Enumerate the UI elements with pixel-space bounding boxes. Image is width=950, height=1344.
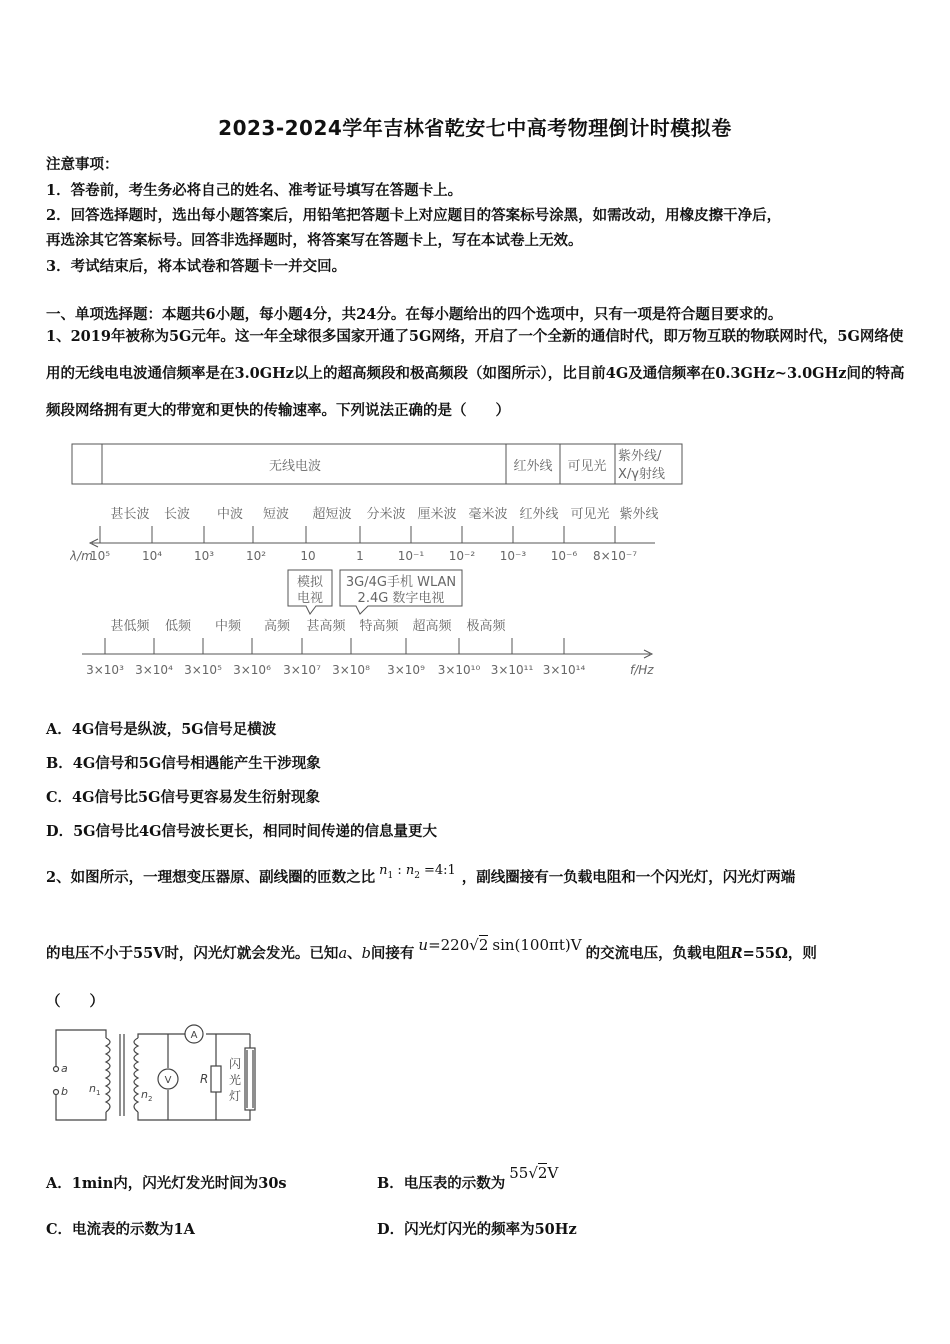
- resistor-label: R: [200, 1072, 209, 1086]
- band-label: 长波: [163, 507, 191, 522]
- notice-item-2-cont: 再选涂其它答案标号。回答非选择题时，将答案写在答题卡上，写在本试卷上无效。: [46, 232, 583, 249]
- q2-option-d: D．闪光灯闪光的频率为50Hz: [377, 1221, 577, 1238]
- secondary-wire-bottom: [138, 1110, 250, 1120]
- primary-wire-bottom: [56, 1095, 106, 1120]
- q2-ratio-n1: n: [379, 863, 388, 878]
- freq-axis-label: f/Hz: [630, 663, 654, 677]
- q2-stem-b: ，副线圈接有一负载电阻和一个闪光灯，闪光灯两端: [461, 869, 796, 886]
- notice-item-1: 1．答卷前，考生务必将自己的姓名、准考证号填写在答题卡上。: [46, 182, 463, 199]
- eq-unit: V: [570, 936, 582, 954]
- q2-stem-f: =55Ω，则: [742, 945, 817, 962]
- eq-sin: sin: [492, 936, 515, 954]
- band-label: 短波: [262, 507, 290, 522]
- secondary-coil: [134, 1038, 138, 1112]
- q1-option-d: D．5G信号比4G信号波长更长，相同时间传递的信息量更大: [46, 823, 438, 840]
- lambda-tick: 10⁻⁶: [550, 549, 578, 563]
- circuit-figure: [44, 1020, 284, 1128]
- q2-var-a: a: [338, 946, 348, 962]
- bar-uv-label: 紫外线/: [618, 449, 662, 464]
- eq-u: u: [418, 936, 429, 954]
- spectrum-figure: [70, 440, 690, 685]
- section-heading: 一、单项选择题：本题共6小题，每小题4分，共24分。在每小题给出的四个选项中，只有一项是符合题目要求的。: [46, 306, 783, 323]
- label-b: b: [61, 1085, 68, 1098]
- q2-stem-c: 的电压不小于55V时，闪光灯就会发光。已知: [46, 945, 339, 962]
- lambda-tick: 10²: [245, 549, 267, 563]
- label-a: a: [61, 1062, 68, 1075]
- ammeter-label: A: [190, 1030, 198, 1041]
- band-label: 甚长波: [110, 507, 150, 522]
- callout-analog-label: 电视: [296, 591, 324, 606]
- label-n2: n: [141, 1088, 148, 1101]
- lambda-tick: 8×10⁻⁷: [592, 549, 638, 563]
- lambda-tick: 10⁻²: [448, 549, 476, 563]
- q2-option-a: A．1min内，闪光灯发光时间为30s: [46, 1175, 287, 1192]
- freq-band-label: 甚高频: [306, 619, 346, 634]
- band-label: 中波: [216, 507, 244, 522]
- lambda-tick: 10⁵: [89, 549, 111, 563]
- q2-ratio-sub2: 2: [414, 870, 420, 881]
- lambda-tick: 10⁻¹: [397, 549, 425, 563]
- lamp-label: 光: [229, 1073, 242, 1087]
- q2-sep: 、: [347, 945, 362, 962]
- band-label: 分米波: [366, 507, 406, 522]
- lamp-label: 灯: [229, 1089, 242, 1103]
- voltmeter-label: V: [164, 1075, 172, 1086]
- band-label: 红外线: [519, 507, 559, 522]
- q1-stem: 1、2019年被称为5G元年。这一年全球很多国家开通了5G网络，开启了一个全新的通信时代，即万物互联的物联网时代，5G网络使用的无线电电波通信频率是在3.0GHz以上的超高频段和极高频段（如图所示），比目前4G及通信频率在0.3GHz~3.0GHz间的特高频段网络拥有更大的带宽和更快的传输速率。下列说法正确的是（ ）: [46, 328, 905, 419]
- q1-option-a: A．4G信号是纵波，5G信号足横波: [46, 721, 277, 738]
- terminal-b: [54, 1090, 59, 1095]
- freq-band-label: 极高频: [466, 619, 506, 634]
- resistor-R: [211, 1066, 221, 1092]
- lamp-label: 闪: [229, 1057, 242, 1071]
- eq-root: 2: [478, 936, 489, 954]
- freq-tick: 3×10¹⁴: [542, 663, 586, 677]
- q2-stem-a: 2、如图所示，一理想变压器原、副线圈的匝数之比: [46, 869, 376, 886]
- freq-band-label: 高频: [263, 619, 291, 634]
- q2-stem-line1: 2、如图所示，一理想变压器原、副线圈的匝数之比 $n_1$ : $n_2$ =4:1 ，副线圈接有一负载电阻和一个闪光灯，闪光灯两端: [46, 863, 796, 886]
- primary-coil: [106, 1038, 110, 1112]
- freq-tick: 3×10⁴: [135, 663, 173, 677]
- freq-band-label: 甚低频: [110, 619, 150, 634]
- q2-var-b: b: [361, 946, 371, 962]
- lambda-axis-label: λ/m: [70, 549, 93, 563]
- freq-band-label: 中频: [214, 619, 242, 634]
- terminal-a: [54, 1067, 59, 1072]
- label-n1: n: [89, 1082, 96, 1095]
- freq-tick: 3×10⁸: [332, 663, 370, 677]
- lambda-tick: 10: [300, 549, 316, 563]
- band-label: 毫米波: [468, 507, 508, 522]
- q2-ratio-value: =4:1: [423, 863, 456, 878]
- band-label: 可见光: [570, 507, 610, 522]
- band-label: 超短波: [312, 507, 352, 522]
- freq-band-label: 低频: [164, 619, 192, 634]
- freq-band-label: 超高频: [412, 619, 452, 634]
- callout-mobile-label: 2.4G 数字电视: [357, 591, 445, 606]
- lambda-tick: 10⁻³: [499, 549, 527, 563]
- callout-analog-label: 模拟: [296, 575, 324, 590]
- lambda-tick: 10⁴: [141, 549, 163, 563]
- option-b-num: 55: [509, 1164, 529, 1182]
- bar-ir-label: 红外线: [513, 459, 553, 474]
- freq-tick: 3×10⁶: [233, 663, 271, 677]
- bar-xray-label: X/γ射线: [618, 467, 665, 482]
- bar-radio-label: 无线电波: [268, 459, 322, 474]
- q2-ratio-n2: n: [405, 863, 415, 878]
- freq-tick: 3×10⁷: [283, 663, 321, 677]
- label-n1-sub: 1: [96, 1089, 101, 1097]
- bar-visible-label: 可见光: [567, 459, 607, 474]
- lambda-tick: 10³: [193, 549, 215, 563]
- q2-stem-d: 间接有: [370, 945, 415, 962]
- freq-tick: 3×10³: [86, 663, 124, 677]
- notice-item-3: 3．考试结束后，将本试卷和答题卡一并交回。: [46, 258, 347, 275]
- option-b-root: 2: [537, 1164, 548, 1182]
- band-label: 厘米波: [417, 507, 457, 522]
- q2-paren: （ ）: [46, 993, 104, 1010]
- label-n2-sub: 2: [148, 1095, 153, 1103]
- notice-heading: 注意事项：: [46, 156, 119, 173]
- freq-tick: 3×10⁵: [184, 663, 222, 677]
- q2-stem-line2: [46, 936, 817, 963]
- q2-var-R: R: [730, 945, 743, 962]
- callout-mobile-label: 3G/4G手机 WLAN: [345, 575, 457, 590]
- page-title: 2023-2024学年吉林省乾安七中高考物理倒计时模拟卷: [218, 116, 732, 140]
- option-b-unit: V: [547, 1164, 559, 1182]
- q2-option-b-value: 55√2V: [509, 1164, 559, 1182]
- band-label: 紫外线: [619, 507, 659, 522]
- eq-arg: (100πt): [514, 936, 571, 954]
- eq-body: =220: [428, 936, 470, 954]
- q2-stem-e: 的交流电压，负载电阻: [585, 945, 731, 962]
- q2-option-b-text: B．电压表的示数为: [377, 1175, 506, 1192]
- q2-ratio-sub1: 1: [387, 870, 394, 881]
- freq-tick: 3×10¹⁰: [437, 663, 481, 677]
- q1-option-c: C．4G信号比5G信号更容易发生衍射现象: [46, 789, 320, 806]
- freq-tick: 3×10⁹: [387, 663, 425, 677]
- lambda-tick: 1: [356, 549, 364, 563]
- notice-item-2: 2．回答选择题时，选出每小题答案后，用铅笔把答题卡上对应题目的答案标号涂黑，如需改动，用橡皮擦干净后，: [46, 207, 782, 224]
- freq-tick: 3×10¹¹: [490, 663, 534, 677]
- q2-option-c: C．电流表的示数为1A: [46, 1221, 195, 1238]
- q1-option-b: B．4G信号和5G信号相遇能产生干涉现象: [46, 755, 321, 772]
- primary-wire-top: [56, 1030, 106, 1066]
- freq-band-label: 特高频: [359, 619, 399, 634]
- q2-voltage-equation: u=220√2 sin(100πt)V: [418, 936, 582, 954]
- q2-option-b: [377, 1164, 559, 1193]
